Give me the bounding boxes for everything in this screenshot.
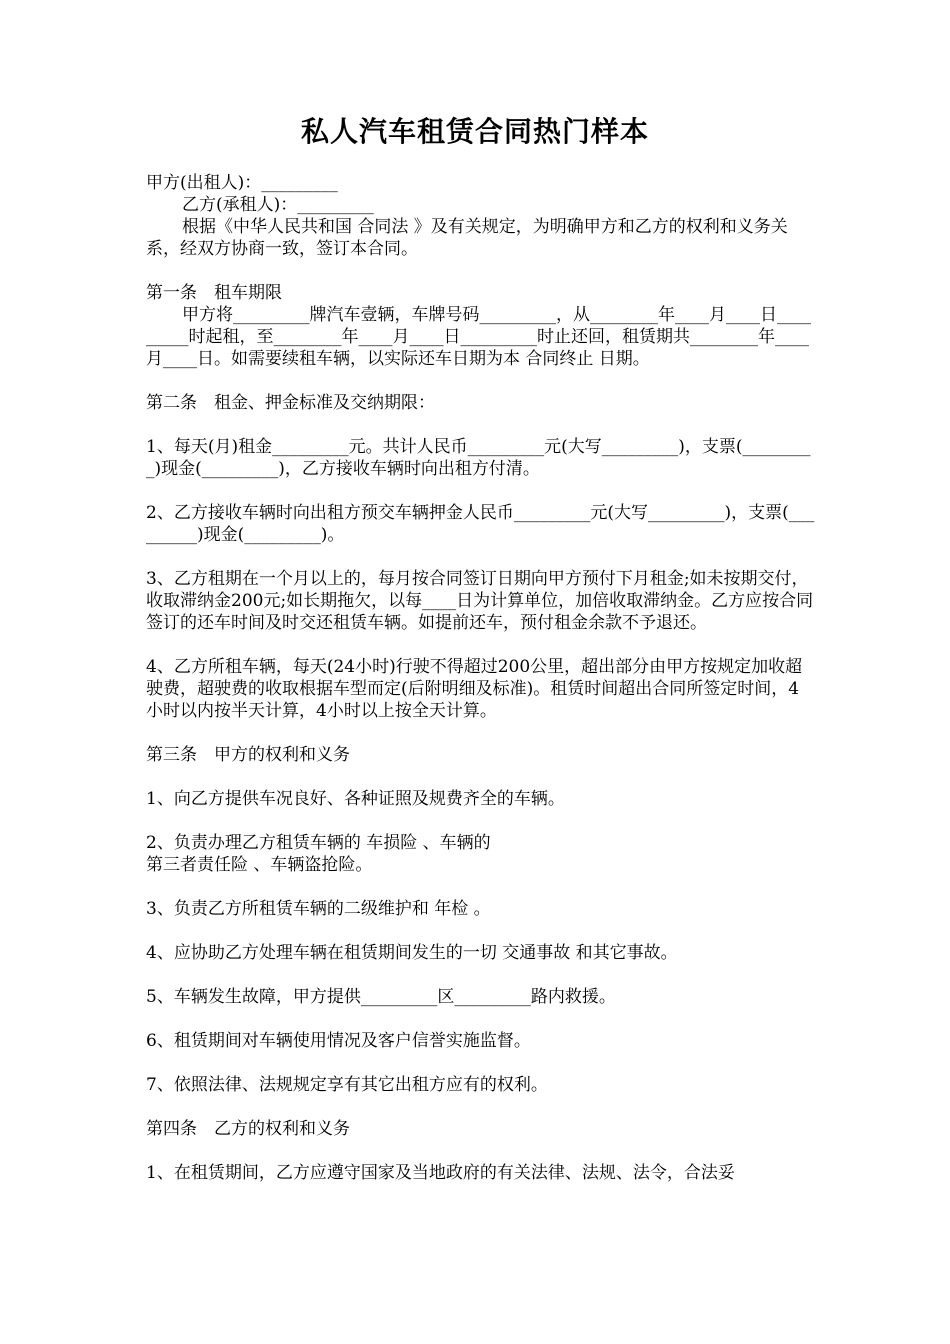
party-a-line: 甲方(出租人)：_________ (146, 173, 338, 193)
article2-item-1: 1、每天(月)租金_________元。共计人民币_________元(大写_________)，支票(_________)现金(_________)，乙方接收车辆时向出租方付清。 (146, 437, 811, 479)
article2-item-3: 3、乙方租期在一个月以上的，每月按合同签订日期向甲方预付下月租金;如未按期交付，收取滞纳金200元;如长期拖欠，以每____日为计算单位，加倍收取滞纳金。乙方应按合同签订的还车时间及时交还租赁车辆。如提前还车，预付租金余款不予退还。 (146, 569, 814, 633)
article3-item-4: 4、应协助乙方处理车辆在租赁期间发生的一切 交通事故 和其它事故。 (146, 943, 678, 963)
article3-item-6: 6、租赁期间对车辆使用情况及客户信誉实施监督。 (146, 1031, 531, 1051)
article4-heading: 第四条 乙方的权利和义务 (146, 1119, 350, 1139)
article3-item-7: 7、依照法律、法规规定享有其它出租方应有的权利。 (146, 1075, 548, 1095)
article1-body: 甲方将_________牌汽车壹辆，车牌号码_________，从________年____月____日_________时起租，至________年____月____日_________时止还回，租赁期共________年____月____日。如需要续租车辆，以实际还车日期为本 合同终止 日期。 (146, 305, 811, 369)
article3-item-2: 2、负责办理乙方租赁车辆的 车损险 、车辆的 第三者责任险 、车辆盗抢险。 (146, 833, 491, 875)
article2-item-2: 2、乙方接收车辆时向出租方预交车辆押金人民币_________元(大写_________)，支票(_________)现金(_________)。 (146, 503, 815, 545)
document-body (146, 172, 816, 1184)
article2-heading: 第二条 租金、押金标准及交纳期限： (146, 393, 435, 413)
article2-item-4: 4、乙方所租车辆，每天(24小时)行驶不得超过200公里，超出部分由甲方按规定加收超驶费，超驶费的收取根据车型而定(后附明细及标准)。租赁时间超出合同所签定时间，4小时以内按半天计算，4小时以上按全天计算。 (146, 657, 803, 721)
article1-heading: 第一条 租车期限 (146, 283, 282, 303)
article3-item-3: 3、负责乙方所租赁车辆的二级维护和 年检 。 (146, 899, 491, 919)
party-b-line: 乙方(承租人)：_________ (182, 195, 374, 215)
article3-heading: 第三条 甲方的权利和义务 (146, 745, 350, 765)
preamble-paragraph: 根据《中华人民共和国 合同法 》及有关规定，为明确甲方和乙方的权利和义务关系，经双方协商一致，签订本合同。 (146, 217, 788, 259)
article3-item-5: 5、车辆发生故障，甲方提供_________区_________路内救援。 (146, 987, 616, 1007)
article3-item-1: 1、向乙方提供车况良好、各种证照及规费齐全的车辆。 (146, 789, 565, 809)
article4-item-1: 1、在租赁期间，乙方应遵守国家及当地政府的有关法律、法规、法令，合法妥 (146, 1163, 735, 1183)
document-title: 私人汽车租赁合同热门样本 (300, 115, 649, 148)
